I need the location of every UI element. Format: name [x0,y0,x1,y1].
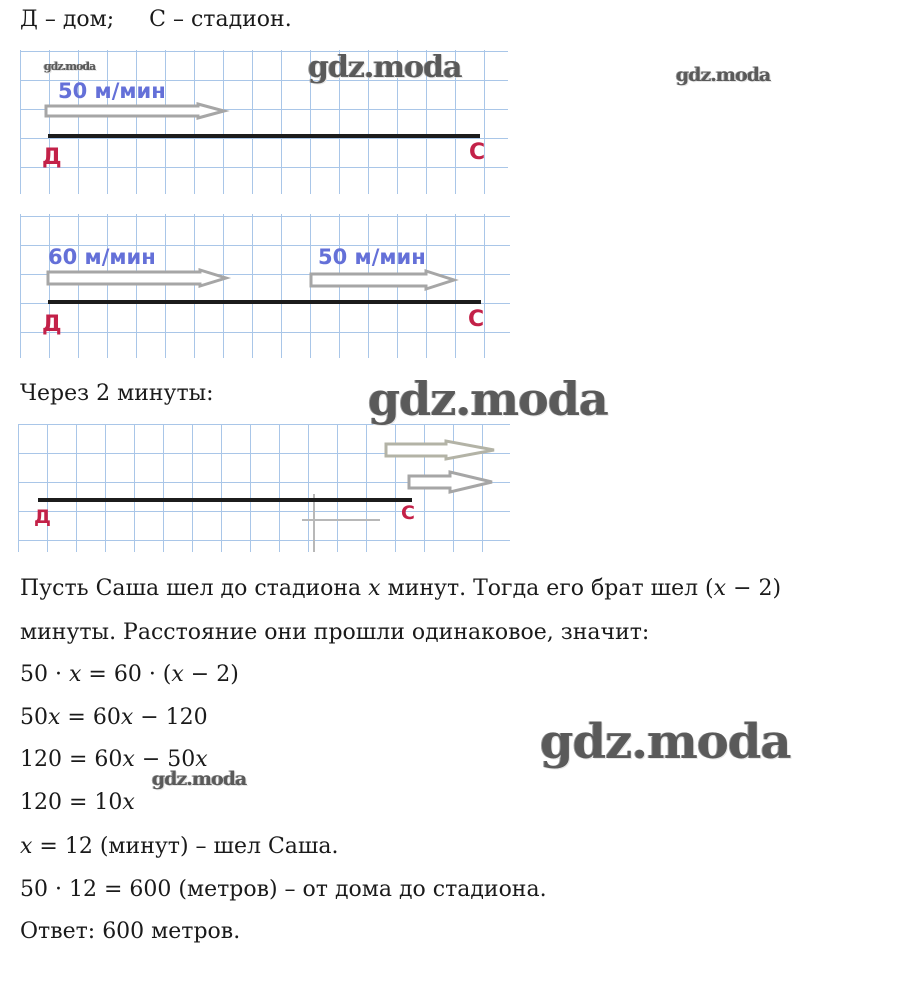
home-label-1: Д [42,145,62,170]
variable-x: x [195,747,208,772]
text-segment: − 50 [134,747,196,772]
speed-label-1: 50 м/мин [58,79,166,103]
diagram-2-drawing [20,214,510,358]
variable-x: x [48,705,61,730]
arrow-brother-after [386,441,494,459]
variable-x: x [171,662,184,687]
variable-x: x [120,705,134,730]
equation-5 [20,833,339,861]
solution-line-1 [20,575,781,603]
variable-x: x [122,790,135,815]
speed-arrow-1 [46,104,224,118]
variable-x: x [713,576,727,601]
equation-1 [20,661,239,689]
stadium-label-2: С [468,307,485,332]
speed-arrow-brother [48,270,226,286]
text-segment: − 2) [183,662,239,687]
text-segment: 50 [20,705,48,730]
variable-x: x [368,576,381,601]
text-segment: минут. Тогда его брат шел ( [380,576,714,601]
watermark-right: gdz.moda [676,64,771,86]
equation-6: 50 · 12 = 600 (метров) – от дома до стадиона. [20,877,547,902]
watermark-middle: gdz.moda [368,372,608,426]
text-segment: = 12 (минут) – шел Саша. [32,834,339,859]
text-segment: 120 = 60 [20,747,123,772]
home-label-2: Д [42,312,62,337]
answer-line: Ответ: 600 метров. [20,919,241,944]
text-segment: 50 · [20,662,69,687]
legend-line [20,6,292,34]
speed-arrow-sasha [311,271,454,289]
variable-x: x [20,834,33,859]
variable-x: x [122,747,135,772]
watermark-bottom: gdz.moda [540,714,791,770]
watermark-small: gdz.moda [152,768,247,790]
diagram-2 [20,214,510,358]
home-label-3: Д [34,506,51,528]
equation-4 [20,789,135,817]
legend-home: Д – дом; [20,7,115,32]
watermark-tiny: gdz.moda [44,60,96,73]
variable-x: x [68,662,82,687]
text-segment: − 120 [133,705,208,730]
solution-line-2: минуты. Расстояние они прошли одинаковое, значит: [20,620,650,645]
diagram-3 [18,424,510,552]
after-two-minutes-caption: Через 2 минуты: [20,381,214,406]
text-segment: Пусть Саша шел до стадиона [20,576,369,601]
speed-label-sasha: 50 м/мин [318,245,426,269]
speed-label-brother: 60 м/мин [48,245,156,269]
watermark-top: gdz.moda [308,50,462,85]
text-segment: = 60 · ( [81,662,172,687]
stadium-label-3: С [401,502,415,524]
arrow-sasha-after [409,472,492,492]
stadium-label-1: С [469,140,486,165]
diagram-3-drawing [18,424,510,552]
legend-stadium: С – стадион. [149,7,292,32]
text-segment: 120 = 10 [20,790,123,815]
text-segment: = 60 [60,705,121,730]
equation-2 [20,704,208,732]
text-segment: − 2) [726,576,782,601]
